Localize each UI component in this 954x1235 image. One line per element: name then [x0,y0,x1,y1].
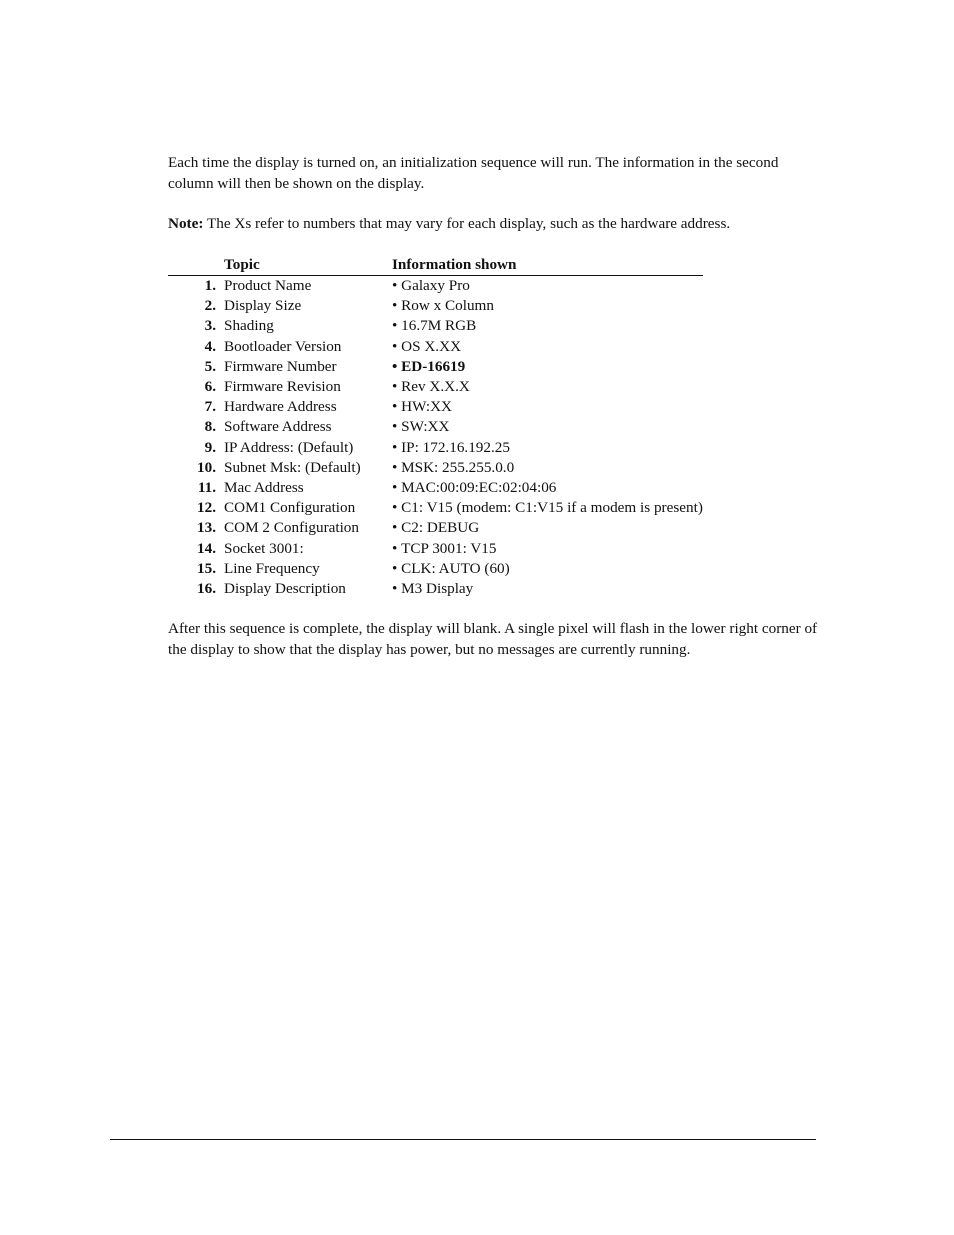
row-information-value: • ED-16619 [392,358,465,375]
row-number: 3. [204,317,216,335]
table-row [168,458,703,478]
row-number: 2. [204,297,216,315]
row-information [392,397,703,417]
table-row [168,438,703,458]
table-row [168,539,703,559]
row-information [392,438,703,458]
note-text: The Xs refer to numbers that may vary for each display, such as the hardware address. [203,215,731,232]
row-number: 13. [197,519,216,537]
intro-paragraph: Each time the display is turned on, an initialization sequence will run. The information in the second column will then be shown on the display. [168,154,779,192]
row-information-value: • CLK: AUTO (60) [392,560,510,577]
row-number: 15. [197,559,216,577]
row-number: 9. [204,438,216,456]
row-information [392,518,703,538]
row-information [392,579,703,599]
row-topic: Bootloader Version [224,337,342,355]
row-number: 12. [197,499,216,517]
row-topic: Firmware Number [224,357,337,375]
closing-paragraph: After this sequence is complete, the display will blank. A single pixel will flash in the lower right corner of the display to show that the display has power, but no messages are currently running. [168,620,818,658]
row-information [392,539,703,559]
row-information [392,357,703,377]
row-information-value: • TCP 3001: V15 [392,540,496,557]
row-topic: Subnet Msk: (Default) [224,458,361,476]
footer-divider [110,1139,816,1140]
row-topic: COM1 Configuration [224,499,356,517]
table-row [168,397,703,417]
row-information [392,498,703,518]
header-number [168,255,224,276]
table-row [168,417,703,437]
table-row [168,296,703,316]
row-information-value: • Rev X.X.X [392,378,470,395]
table-row [168,337,703,357]
row-information-value: • HW:XX [392,398,452,415]
table-body [168,276,703,600]
row-information-value: • OS X.XX [392,338,461,355]
row-topic: IP Address: (Default) [224,438,354,456]
table-row [168,498,703,518]
row-number: 8. [204,418,216,436]
row-topic: Socket 3001: [224,539,304,557]
row-information-value: • 16.7M RGB [392,317,476,334]
row-topic: COM 2 Configuration [224,519,359,537]
table-row [168,518,703,538]
row-information [392,478,703,498]
table-row [168,357,703,377]
row-number: 11. [197,479,216,497]
row-information-value: • Row x Column [392,297,494,314]
note-paragraph [168,213,818,234]
row-topic: Firmware Revision [224,378,341,396]
row-number: 16. [197,580,216,598]
row-topic: Product Name [224,277,312,294]
row-information-value: • Galaxy Pro [392,277,470,294]
row-information-value: • IP: 172.16.192.25 [392,439,510,456]
row-number: 4. [204,337,216,355]
note-label: Note: [168,215,204,232]
table-row [168,276,703,297]
row-information [392,458,703,478]
row-information [392,377,703,397]
table-header-row [168,255,703,276]
row-topic: Hardware Address [224,398,337,416]
row-information [392,559,703,579]
row-information-value: • C2: DEBUG [392,519,479,536]
header-topic: Topic [224,255,392,276]
row-information [392,337,703,357]
row-topic: Shading [224,317,274,335]
row-information-value: • SW:XX [392,418,450,435]
table-row [168,478,703,498]
initialization-sequence-table [168,255,703,599]
row-topic: Mac Address [224,479,304,497]
row-number: 7. [204,398,216,416]
table-row [168,377,703,397]
row-topic: Display Description [224,580,346,598]
row-number: 1. [204,277,216,294]
row-number: 10. [197,458,216,476]
row-topic: Display Size [224,297,302,315]
row-information [392,316,703,336]
table-row [168,579,703,599]
row-information-value: • C1: V15 (modem: C1:V15 if a modem is present) [392,499,703,516]
row-number: 6. [204,378,216,396]
row-topic: Software Address [224,418,332,436]
row-information [392,276,703,297]
row-information-value: • M3 Display [392,580,473,597]
row-number: 5. [204,357,216,375]
row-information-value: • MAC:00:09:EC:02:04:06 [392,479,556,496]
table-row [168,559,703,579]
row-information-value: • MSK: 255.255.0.0 [392,459,514,476]
row-topic: Line Frequency [224,559,320,577]
row-information [392,417,703,437]
header-information-shown: Information shown [392,255,703,276]
row-information [392,296,703,316]
row-number: 14. [197,539,216,557]
table-row [168,316,703,336]
